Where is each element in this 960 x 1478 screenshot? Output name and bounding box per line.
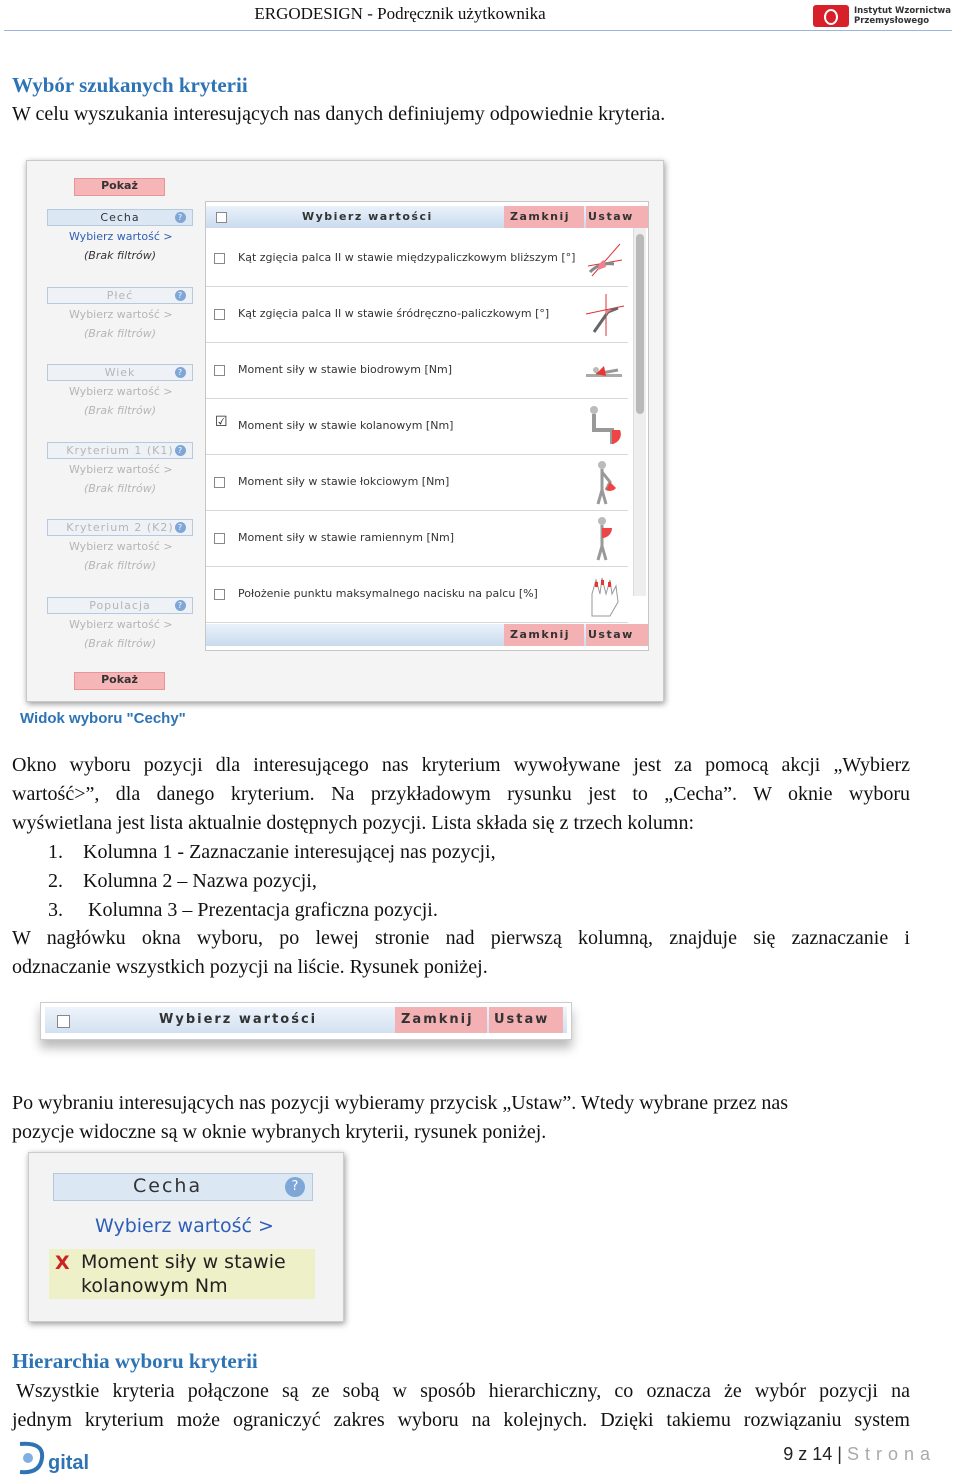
list-title: Wybierz wartości [159,1012,318,1027]
filter-state: (Brak filtrów) [84,482,156,495]
filter-populacja[interactable] [43,593,195,659]
item-label: Moment siły w stawie kolanowym [Nm] [238,419,454,432]
paragraph-line: Po wybraniu interesujących nas pozycji wybieramy przycisk „Ustaw”. Wtedy wybrane przez nas [12,1092,789,1114]
filter-name: Cecha [100,211,140,224]
paragraph-line: jednym kryterium może ograniczyć zakres wyboru na kolejnych. Dzięki takiemu rozwiązaniu system [12,1409,910,1431]
knee-moment-illustration [584,404,624,450]
list-item-text: Kolumna 1 - Zaznaczanie interesującej nas pozycji, [83,841,496,863]
finger-angle-illustration [584,236,624,282]
paragraph-line: Okno wyboru pozycji dla interesującego nas kryterium wywoływane jest za pomocą akcji „Wybierz [12,754,910,776]
help-icon[interactable]: ? [175,445,186,456]
list-item[interactable] [206,568,628,623]
filter-state: (Brak filtrów) [84,249,156,262]
footer-separator: | [837,1444,842,1464]
set-button[interactable]: Ustaw [494,1012,550,1027]
list-item[interactable] [206,232,628,287]
criteria-selection-screenshot [26,160,664,702]
filter-select-link[interactable]: Wybierz wartość > [69,618,173,631]
paragraph-line: pozycje widoczne są w oknie wybranych kryterii, rysunek poniżej. [12,1121,547,1143]
section-heading-criteria: Wybór szukanych kryterii [12,73,248,97]
header-bar-screenshot [40,1002,572,1040]
scrollbar-thumb[interactable] [636,234,644,414]
hip-moment-illustration [584,348,624,394]
item-checkbox-checked[interactable]: ☑ [215,414,228,430]
help-icon[interactable]: ? [175,600,186,611]
value-selection-window [205,201,649,651]
selected-criteria-screenshot [28,1152,344,1322]
list-scrollbar[interactable] [633,228,646,596]
close-button-bottom[interactable]: Zamknij [510,628,571,641]
list-item[interactable] [206,288,628,343]
shoulder-moment-illustration [584,516,624,562]
select-all-checkbox[interactable] [57,1015,70,1028]
header-divider [4,30,952,31]
finger-angle-illustration [584,292,624,338]
set-button[interactable]: Ustaw [588,210,634,223]
close-button[interactable]: Zamknij [510,210,571,223]
filter-select-link[interactable]: Wybierz wartość > [69,385,173,398]
criterion-name: Cecha [133,1175,203,1197]
filter-name: Wiek [104,366,136,379]
list-item[interactable] [206,400,628,455]
section-heading-hierarchy: Hierarchia wyboru kryterii [12,1349,258,1373]
list-item[interactable] [206,344,628,399]
selected-value-line1: Moment siły w stawie [81,1251,286,1273]
paragraph-line: wartość>”, dla danego kryterium. Na przykładowym rysunku jest to „Cecha”. W oknie wyboru [12,783,910,805]
item-label: Kąt zgięcia palca II w stawie międzypaliczkowym bliższym [°] [238,251,576,264]
item-checkbox[interactable] [214,253,225,264]
filter-select-link[interactable]: Wybierz wartość > [69,540,173,553]
set-button-bottom[interactable]: Ustaw [588,628,634,641]
filter-name: Kryterium 2 (K2) [66,521,174,534]
list-item[interactable] [206,456,628,511]
filter-select-link[interactable]: Wybierz wartość > [69,463,173,476]
close-button[interactable]: Zamknij [401,1012,474,1027]
help-icon[interactable]: ? [175,290,186,301]
figure-caption: Widok wyboru "Cechy" [20,710,186,727]
page-count: 9 z 14 [783,1444,833,1464]
list-footer-bar [206,624,648,646]
paragraph-line: odznaczanie wszystkich pozycji na liście. Rysunek poniżej. [12,956,488,978]
paragraph-line: W nagłówku okna wyboru, po lewej stronie nad pierwszą kolumną, znajduje się zaznaczanie i [12,927,910,949]
show-button-bottom[interactable]: Pokaż [74,672,165,690]
page-word: Strona [846,1444,936,1464]
intro-paragraph: W celu wyszukania interesujących nas danych definiujemy odpowiednie kryteria. [12,103,666,125]
elbow-moment-illustration [584,460,624,506]
institute-logo-icon [813,5,849,27]
item-label: Moment siły w stawie biodrowym [Nm] [238,363,453,376]
show-button-top[interactable]: Pokaż [74,178,165,196]
page-number [783,1444,936,1465]
filter-state: (Brak filtrów) [84,404,156,417]
list-item-text: Kolumna 2 – Nazwa pozycji, [83,870,317,892]
item-label: Moment siły w stawie łokciowym [Nm] [238,475,450,488]
footer-logo-text: gital [48,1452,90,1474]
help-icon[interactable]: ? [175,367,186,378]
institute-logo-text: Instytut Wzornictwa Przemysłowego [854,6,952,26]
item-checkbox[interactable] [214,533,225,544]
item-label: Kąt zgięcia palca II w stawie śródręczno-paliczkowym [°] [238,307,550,320]
filter-name: Populacja [89,599,151,612]
filter-k1[interactable] [43,438,195,504]
filter-plec[interactable] [43,283,195,349]
document-header-title: ERGODESIGN - Podręcznik użytkownika [254,4,546,23]
item-checkbox[interactable] [214,309,225,320]
item-label: Moment siły w stawie ramiennym [Nm] [238,531,454,544]
remove-selection-icon[interactable]: X [55,1252,70,1274]
item-checkbox[interactable] [214,589,225,600]
selected-value-line2: kolanowym Nm [81,1275,228,1297]
digital-logo-icon [14,1440,48,1476]
list-number: 1. [48,841,63,863]
list-header-bar [206,206,648,228]
list-item[interactable] [206,512,628,567]
help-icon[interactable]: ? [175,212,186,223]
paragraph-line: wyświetlana jest lista aktualnie dostępnych pozycji. Lista składa się z trzech kolumn: [12,812,695,834]
list-number: 3. [48,899,63,921]
filter-state: (Brak filtrów) [84,637,156,650]
filter-wiek[interactable] [43,360,195,426]
item-checkbox[interactable] [214,477,225,488]
filter-select-link[interactable]: Wybierz wartość > [69,230,173,243]
list-number: 2. [48,870,63,892]
paragraph-line: Wszystkie kryteria połączone są ze sobą w sposób hierarchiczny, co oznacza że wybór pozycji na [16,1380,910,1402]
list-item-text: Kolumna 3 – Prezentacja graficzna pozycji. [88,899,438,921]
item-label: Położenie punktu maksymalnego nacisku na palcu [%] [238,587,538,600]
filter-name: Kryterium 1 (K1) [66,444,174,457]
select-value-link[interactable]: Wybierz wartość > [95,1215,274,1237]
list-title: Wybierz wartości [302,210,433,223]
filter-k2[interactable] [43,515,195,581]
help-icon[interactable]: ? [285,1177,305,1197]
filter-state: (Brak filtrów) [84,559,156,572]
hand-pressure-illustration [584,572,624,618]
filter-select-link[interactable]: Wybierz wartość > [69,308,173,321]
item-checkbox[interactable] [214,365,225,376]
help-icon[interactable]: ? [175,522,186,533]
filter-name: Płeć [106,289,134,302]
select-all-checkbox[interactable] [216,212,227,223]
filter-cecha[interactable] [43,205,195,271]
filter-state: (Brak filtrów) [84,327,156,340]
